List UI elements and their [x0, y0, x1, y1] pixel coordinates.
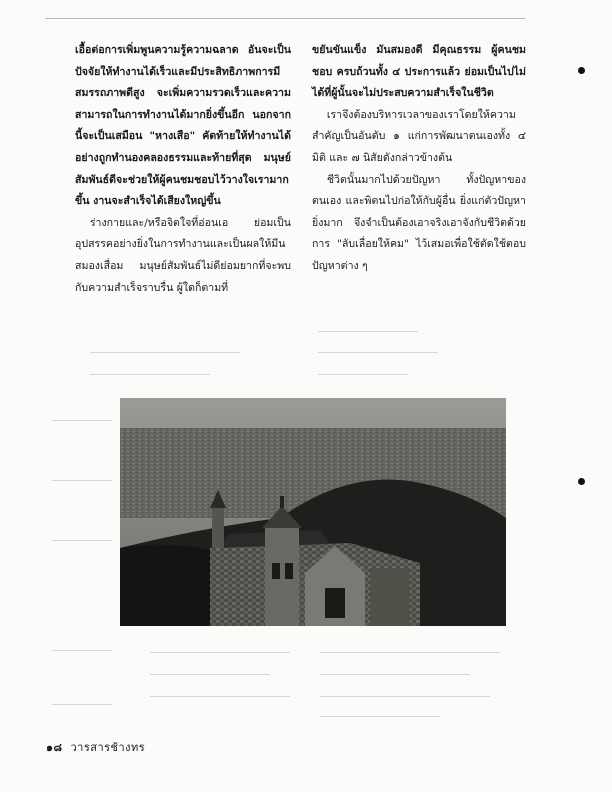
right-paragraph-2: เราจึงต้องบริหารเวลาของเราโดยให้ความสำคัญเป็นอันดับ ๑ แก่การพัฒนาตนเองทั้ง ๔ มิติ และ ๗ นิสัยดังกล่าวข้างต้น [312, 108, 526, 164]
right-paragraph-3: ชีวิตนั้นมากไปด้วยปัญหา ทั้งปัญหาของตนเอง และพิตนไปก่อให้กับผู้อื่น ยิ่งแก่ตัวปัญหายิ่งมาก จึงจำเป็นต้องเอาจริงเอาจังกับชีวิตด้วยการ "ลับเลื่อยให้คม" ไว้เสมอเพื่อใช้ตัดใช้ตอบปัญหาต่าง ๆ [312, 173, 526, 272]
castle-city-photo [120, 398, 506, 626]
left-paragraph-2: ร่างกายและ/หรือจิตใจที่อ่อนเอ ย่อมเป็นอุปสรรคอย่างยิ่งในการทำงานและเป็นผลให้มีนสมองเสื่อม มนุษย์สัมพันธ์ไม่ดีย่อมยากที่จะพบกับความสำเร็จราบรื่น ผู้ใดก็ตามที่ [75, 216, 291, 294]
binding-hole-top [578, 67, 585, 74]
page-footer [46, 738, 145, 756]
header-rule [45, 18, 525, 19]
left-column [75, 40, 291, 299]
journal-title: วารสารช้างทร [70, 741, 146, 754]
page-number: ๑๘ [46, 741, 63, 754]
right-paragraph-1: ขยันขันแข็ง มันสมองดี มีคุณธรรม ผู้คนชมชอบ ครบถ้วนทั้ง ๔ ประการแล้ว ย่อมเป็นไปไม่ได้ที่ผู้นั้นจะไม่ประสบความสำเร็จในชีวิต [312, 44, 526, 100]
left-paragraph-1: เอื้อต่อการเพิ่มพูนความรู้ความฉลาด อันจะเป็นปัจจัยให้ทำงานได้เร็วและมีประสิทธิภาพการมีสมรรถภาพดีสูง จะเพิ่มความรวดเร็วและความสามารถในการทำงานได้มากยิ่งขึ้นอีก นอกจากนี้จะเป็นเสมือน "หางเสือ" คัดท้ายให้ทำงานได้อย่างถูกทำนองคลองธรรมและท้ายที่สุด มนุษย์สัมพันธ์ดีจะช่วยให้ผู้คนชมชอบไว้วางใจเรามากขึ้น งานจะสำเร็จได้เสียงใหญ่ขึ้น [75, 44, 291, 208]
binding-hole-bottom [578, 478, 585, 485]
right-column [312, 40, 526, 278]
